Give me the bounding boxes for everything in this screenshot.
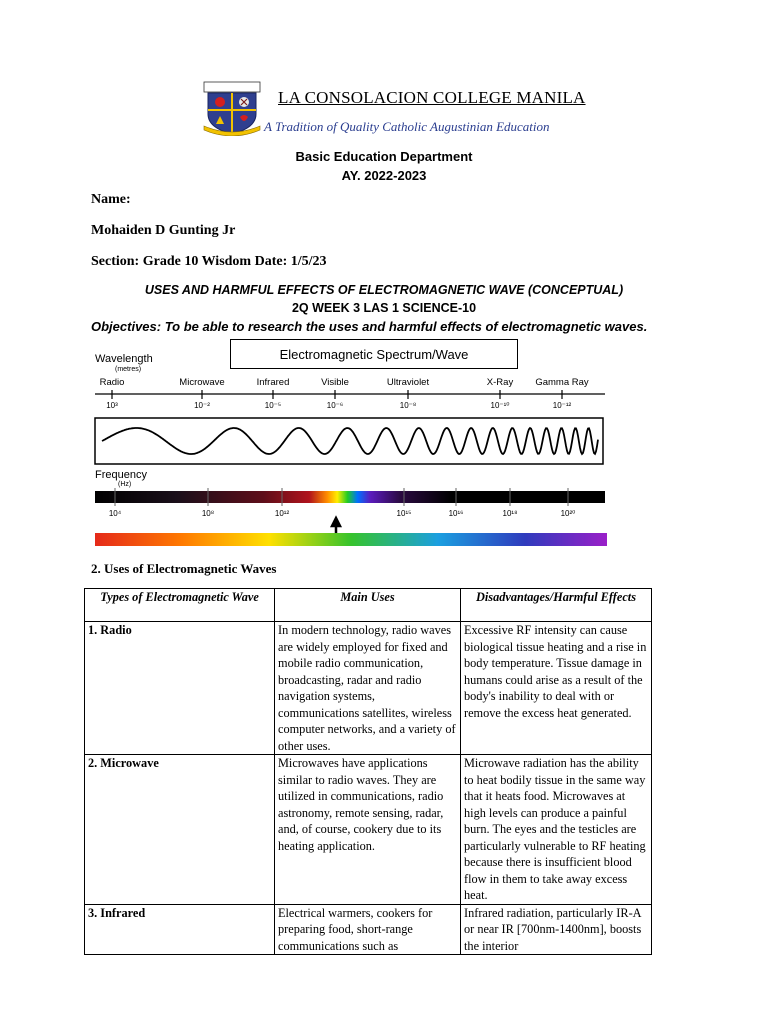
objectives: Objectives: To be able to research the uses and harmful effects of electromagnetic waves.	[91, 319, 648, 334]
frequency-value: 10⁸	[201, 509, 215, 518]
frequency-value: 10¹⁵	[396, 509, 412, 518]
main-uses-cell: Electrical warmers, cookers for preparing food, short-range communications such as	[275, 904, 461, 955]
frequency-value: 10⁴	[108, 509, 122, 518]
wavelength-value: 10³	[106, 401, 118, 410]
frequency-unit: (Hz)	[118, 481, 132, 488]
band-label: Gamma Ray	[535, 377, 589, 388]
column-header-effects: Disadvantages/Harmful Effects	[461, 589, 652, 622]
band-label: Visible	[321, 377, 349, 388]
column-header-type: Types of Electromagnetic Wave	[85, 589, 275, 622]
frequency-value: 10¹⁶	[448, 509, 464, 518]
wavelength-value: 10⁻⁸	[399, 401, 417, 410]
frequency-value: 10¹²	[274, 509, 290, 518]
band-label: Infrared	[256, 377, 290, 388]
wavelength-value: 10⁻⁵	[264, 401, 282, 410]
frequency-value: 10²⁰	[560, 509, 576, 518]
harmful-effects-cell: Infrared radiation, particularly IR-A or near IR [700nm-1400nm], boosts the interior	[461, 904, 652, 955]
academic-year: AY. 2022-2023	[341, 168, 427, 183]
frequency-label: Frequency	[95, 469, 147, 481]
activity-subtitle: 2Q WEEK 3 LAS 1 SCIENCE-10	[291, 301, 477, 315]
electromagnetic-spectrum-diagram	[90, 338, 620, 553]
frequency-bar	[95, 491, 605, 503]
visible-rainbow-bar	[95, 533, 607, 546]
harmful-effects-cell: Excessive RF intensity can cause biological tissue heating and a rise in body temperature. Tissue damage in humans could arise as a result of the body's inability to deal with or remove the excess heat generated.	[461, 622, 652, 755]
wavelength-label: Wavelength	[95, 353, 153, 365]
band-label: X-Ray	[486, 377, 514, 388]
table-header-row	[85, 589, 652, 622]
wave-type-cell: 1. Radio	[85, 622, 275, 755]
frequency-value: 10¹⁸	[502, 509, 518, 518]
name-label: Name:	[91, 192, 131, 207]
table-row	[85, 622, 652, 755]
uses-section-heading: 2. Uses of Electromagnetic Waves	[91, 561, 277, 576]
wavelength-value: 10⁻²	[194, 401, 210, 410]
wave-type-cell: 3. Infrared	[85, 904, 275, 955]
spectrum-title-box: Electromagnetic Spectrum/Wave	[230, 339, 518, 369]
college-seal-logo	[200, 80, 264, 136]
table-row	[85, 755, 652, 905]
department-title: Basic Education Department	[295, 149, 473, 164]
wave-box	[95, 418, 603, 464]
uses-table-container	[84, 588, 652, 986]
main-uses-cell: Microwaves have applications similar to radio waves. They are utilized in communications, radio astronomy, remote sensing, radar, and, of course, cookery due to its heating application.	[275, 755, 461, 905]
band-label: Ultraviolet	[386, 377, 430, 388]
wavelength-value: 10⁻¹⁰	[490, 401, 510, 410]
section-date-line: Section: Grade 10 Wisdom Date: 1/5/23	[91, 254, 327, 269]
band-label: Microwave	[179, 377, 225, 388]
wavelength-value: 10⁻¹²	[552, 401, 572, 410]
college-motto: A Tradition of Quality Catholic Augustinian Education	[264, 119, 550, 134]
activity-title: USES AND HARMFUL EFFECTS OF ELECTROMAGNETIC WAVE (CONCEPTUAL)	[144, 283, 624, 297]
harmful-effects-cell: Microwave radiation has the ability to heat bodily tissue in the same way that it heats food. Microwaves at high levels can produce a painful burn. The eyes and the testicles are particularly vulnerable to RF heating because there is insufficient blood flow in them to take away excess heat.	[461, 755, 652, 905]
wave-type-cell: 2. Microwave	[85, 755, 275, 905]
table-row	[85, 904, 652, 955]
student-name: Mohaiden D Gunting Jr	[91, 223, 236, 238]
uses-table	[84, 588, 652, 955]
college-name: LA CONSOLACION COLLEGE MANILA	[278, 88, 586, 107]
column-header-uses: Main Uses	[275, 589, 461, 622]
main-uses-cell: In modern technology, radio waves are widely employed for fixed and mobile radio communication, broadcasting, radar and radio navigation systems, communications satellites, wireless computer networks, and a variety of other uses.	[275, 622, 461, 755]
band-label: Radio	[99, 377, 125, 388]
wavelength-unit: (metres)	[115, 366, 142, 373]
wavelength-value: 10⁻⁶	[326, 401, 344, 410]
